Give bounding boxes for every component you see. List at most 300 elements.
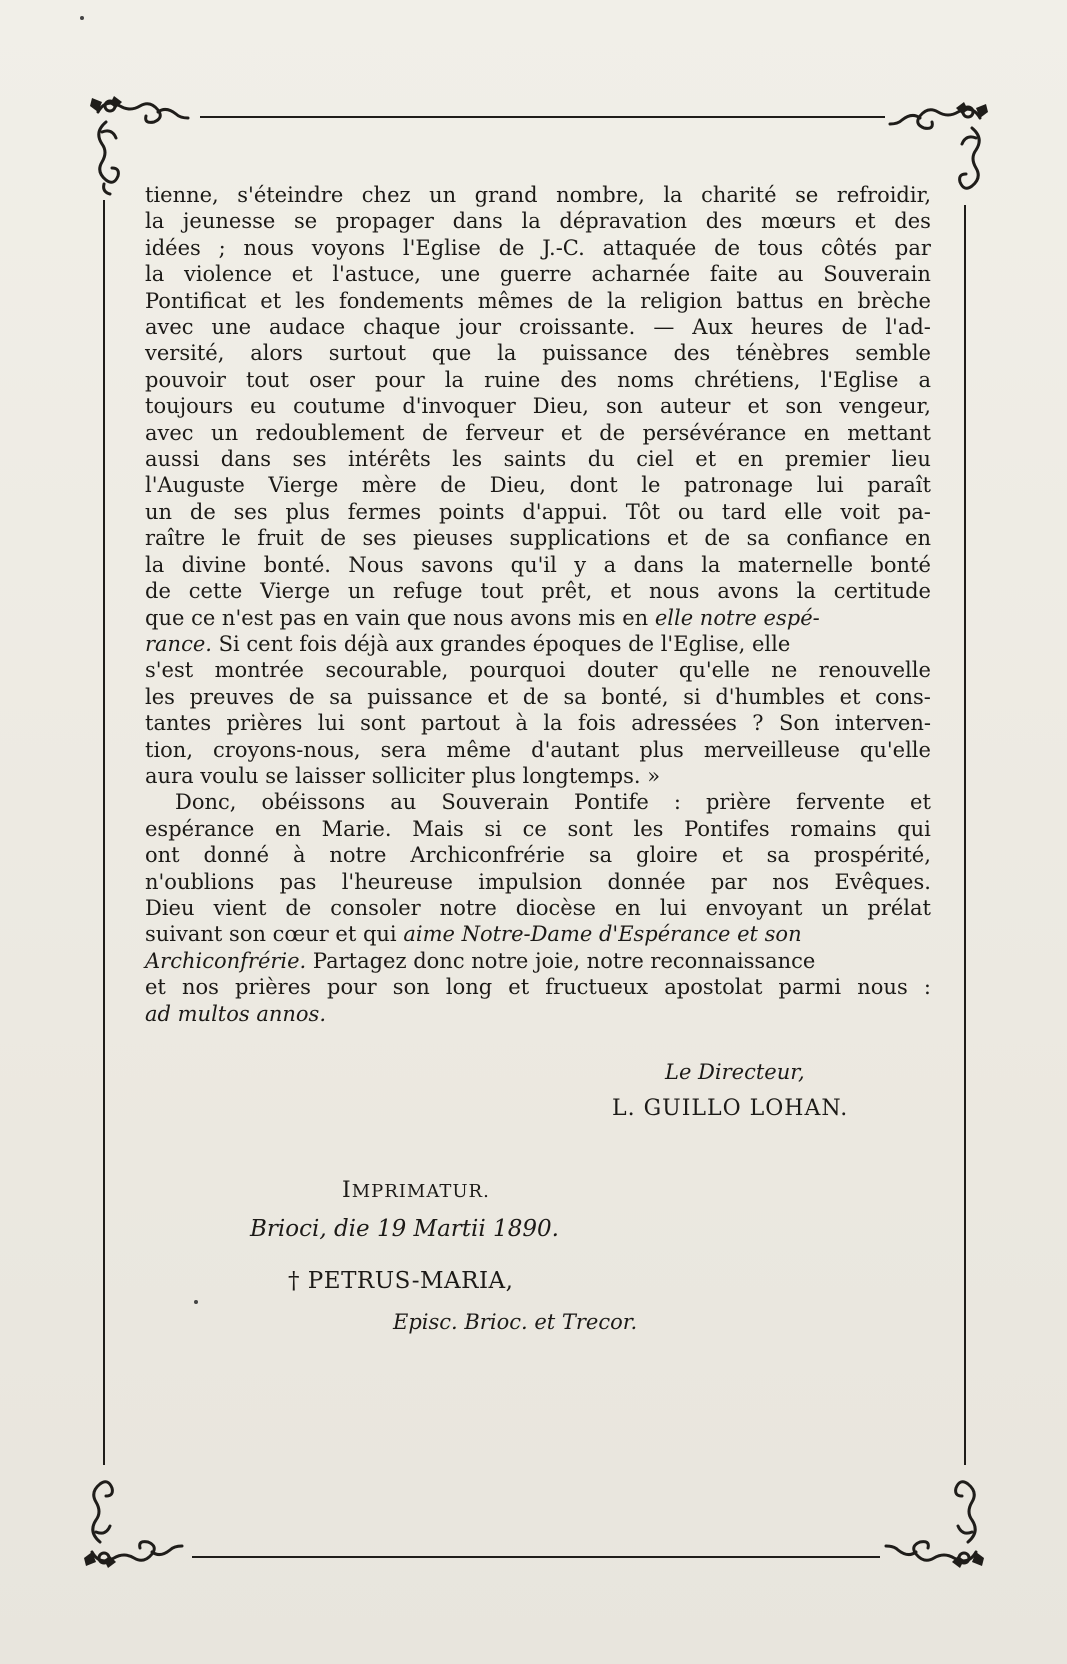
word: l'heureuse [341, 869, 453, 894]
text-line [145, 420, 931, 446]
word: nombre, [556, 183, 645, 207]
word: au [390, 790, 417, 815]
word: lui [816, 473, 844, 498]
word: qu'il [510, 552, 557, 577]
word: dont [569, 473, 618, 498]
word: acharnée [591, 262, 691, 287]
word: s'éteindre [237, 183, 344, 207]
word: de [704, 526, 731, 551]
border-right-rule [964, 205, 966, 1465]
word: consoler [330, 895, 421, 920]
text-span: Partagez donc notre joie, notre reconnaissance [306, 948, 816, 973]
word: mère [361, 473, 417, 498]
word: nous [857, 975, 908, 1000]
word: montrée [214, 658, 304, 683]
word: en [817, 288, 844, 313]
word: de [522, 684, 549, 709]
paper-speck [80, 16, 84, 20]
text-line [145, 446, 931, 472]
word: la [701, 552, 721, 577]
word: bonté [870, 552, 931, 577]
word: Tôt [625, 499, 661, 524]
word: cons- [875, 684, 931, 709]
word: jour [458, 315, 502, 340]
italic-span: Archiconfrérie. [145, 948, 307, 973]
word: à [515, 711, 528, 736]
word: nous [243, 235, 294, 260]
word: refuge [392, 579, 463, 604]
word: de [599, 420, 626, 445]
word: plus [639, 737, 684, 762]
word: la [796, 579, 816, 604]
word: côtés [821, 235, 878, 260]
word: partout [420, 711, 500, 736]
text-line [145, 631, 931, 657]
word: fondements [338, 288, 464, 313]
text-line [145, 948, 931, 974]
word: — [653, 315, 675, 340]
imprimatur-initial: I [342, 1178, 352, 1203]
text-line [145, 393, 931, 419]
word: Vierge [260, 579, 331, 604]
word: prêt, [541, 579, 593, 604]
word: fervente [796, 790, 886, 815]
word: un [145, 499, 173, 524]
word: des [673, 341, 711, 366]
word: idées [145, 235, 201, 260]
word: maternelle [737, 552, 854, 577]
word: heures [750, 315, 824, 340]
border-left-rule [103, 200, 105, 1465]
word: secourable, [325, 658, 449, 683]
text-line [145, 710, 931, 736]
word: obéissons [261, 790, 366, 815]
word: nos [181, 975, 219, 1000]
word: par [894, 235, 931, 260]
text-line [145, 472, 931, 498]
word: un [429, 183, 457, 207]
word: sa [563, 684, 587, 709]
word: de [440, 473, 467, 498]
paper-speck [194, 1300, 198, 1304]
word: Aux [692, 315, 733, 340]
word: puissance [367, 684, 473, 709]
word: et [854, 209, 876, 234]
word: croyons-nous, [213, 737, 361, 762]
word: des [705, 209, 743, 234]
word: sa [766, 843, 790, 868]
word: cette [188, 579, 243, 604]
word: attaquée [602, 235, 697, 260]
place-date: Brioci, die 19 Martii 1890. [250, 1216, 559, 1242]
word: Souverain [823, 262, 931, 287]
word: pieuses [412, 526, 494, 551]
word: Evêques. [834, 869, 931, 894]
text-line [145, 895, 931, 921]
word: prières [235, 975, 311, 1000]
word: l'astuce, [332, 262, 421, 287]
word: Dieu [145, 895, 195, 920]
word: tienne, [145, 183, 219, 207]
word: la [145, 262, 165, 287]
word: Mais [412, 816, 464, 841]
text-line [145, 261, 931, 287]
word: tantes [145, 711, 212, 736]
word: raître [145, 526, 206, 551]
word: prélat [867, 895, 931, 920]
word: Vierge [268, 473, 339, 498]
word: versité, [145, 341, 225, 366]
word: nos [772, 869, 810, 894]
word: persévérance [642, 420, 787, 445]
word: et [291, 262, 313, 287]
word: charité [701, 183, 777, 207]
italic-span: rance. [145, 631, 212, 656]
word: diocèse [515, 895, 596, 920]
signature-name: L. GUILLO LOHAN. [612, 1096, 849, 1121]
bishop-title: Episc. Brioc. et Trecor. [393, 1310, 638, 1334]
word: de [567, 288, 594, 313]
text-line [145, 605, 931, 631]
corner-ornament-icon [876, 1462, 986, 1572]
word: renouvelle [818, 658, 931, 683]
word: le [641, 473, 661, 498]
word: fermes [347, 499, 422, 524]
word: s'est [145, 658, 194, 683]
word: d'appui. [522, 499, 608, 524]
word: chaque [363, 315, 441, 340]
word: de [285, 895, 312, 920]
word: oser [309, 367, 355, 392]
word: gloire [636, 843, 698, 868]
word: qu'elle [678, 658, 750, 683]
text-line [145, 1001, 931, 1027]
word: sera [380, 737, 427, 762]
word: ses [362, 526, 397, 551]
word: fois [577, 711, 616, 736]
word: d'humbles [715, 684, 825, 709]
word: en [614, 895, 641, 920]
word: coutume [293, 394, 386, 419]
word: avons [717, 579, 779, 604]
word: une [440, 262, 481, 287]
word: certitude [833, 579, 931, 604]
word: en [905, 526, 931, 551]
word: se [795, 183, 819, 207]
word: interven- [834, 711, 931, 736]
word: l'ad- [885, 315, 931, 340]
word: de [145, 579, 171, 604]
word: Pontifes [684, 816, 770, 841]
word: voit [840, 499, 880, 524]
border-bottom-rule [192, 1556, 880, 1558]
word: Archiconfrérie [410, 843, 565, 868]
word: aussi [145, 447, 200, 472]
word: ruine [484, 367, 541, 392]
word: vient [213, 895, 267, 920]
word: ses [233, 499, 268, 524]
border-top-rule [200, 116, 885, 118]
word: Dieu, [532, 394, 589, 419]
word: parmi [778, 975, 842, 1000]
word: a [918, 367, 931, 392]
word: violence [183, 262, 273, 287]
word: supplications [509, 526, 651, 551]
word: notre [329, 843, 387, 868]
word: croissante. [519, 315, 636, 340]
word: bonté. [263, 552, 331, 577]
word: savons [421, 552, 494, 577]
word: son [785, 394, 823, 419]
word: propager [335, 209, 434, 234]
word: si [484, 816, 502, 841]
word: qui [897, 816, 931, 841]
word: donné [203, 843, 270, 868]
word: chez [361, 183, 411, 207]
word: J.-C. [542, 235, 585, 260]
word: les [145, 684, 175, 709]
word: de [841, 315, 868, 340]
word: lui [317, 711, 345, 736]
word: et [721, 843, 743, 868]
word: et [508, 975, 530, 1000]
word: d'invoquer [402, 394, 516, 419]
word: un [211, 420, 239, 445]
word: nous [649, 579, 700, 604]
word: la [444, 367, 465, 392]
word: pour [327, 975, 377, 1000]
word: noms [617, 367, 675, 392]
word: ténèbres [735, 341, 830, 366]
word: redoublement [255, 420, 405, 445]
text-line [145, 182, 931, 208]
word: ne [771, 658, 798, 683]
word: adressées [631, 711, 737, 736]
text-line [145, 737, 931, 763]
word: n'oublions [145, 869, 255, 894]
word: merveilleuse [703, 737, 840, 762]
word: grand [474, 183, 538, 207]
word: Dieu, [489, 473, 546, 498]
text-line [145, 340, 931, 366]
word: refroidir, [836, 183, 931, 207]
word: intérêts [347, 447, 431, 472]
word: lieu [891, 447, 931, 472]
word: de [714, 235, 741, 260]
word: tard [721, 499, 767, 524]
word: ce [522, 816, 547, 841]
word: envoyant [705, 895, 803, 920]
word: a [603, 552, 617, 577]
text-line [145, 842, 931, 868]
word: la [543, 711, 563, 736]
word: de [422, 420, 448, 445]
word: romains [790, 816, 877, 841]
italic-span: aime Notre-Dame d'Espérance et son [403, 922, 802, 947]
word: le [221, 526, 241, 551]
text-line [145, 974, 931, 1000]
word: une [211, 315, 252, 340]
italic-span: ad multos annos. [145, 1001, 326, 1026]
word: battus [736, 288, 804, 313]
word: de [498, 235, 525, 260]
word: avec [145, 315, 194, 340]
word: et [145, 975, 166, 1000]
word: et [610, 579, 632, 604]
word: les [295, 288, 326, 313]
word: pas [279, 869, 317, 894]
word: prière [705, 790, 772, 815]
text-line [145, 525, 931, 551]
word: plus [285, 499, 330, 524]
word: se [294, 209, 318, 234]
text-span: Si cent fois déjà aux grandes époques de l'Eglise, elle [211, 631, 791, 656]
word: surtout [328, 341, 407, 366]
word: Donc, [175, 790, 237, 815]
word: et [560, 420, 582, 445]
word: toujours [145, 394, 234, 419]
word: d'autant [531, 737, 620, 762]
word: jeunesse [182, 209, 276, 234]
word: sa [588, 843, 613, 868]
signature-title: Le Directeur, [665, 1060, 805, 1084]
word: des [894, 209, 931, 234]
word: sont [567, 816, 613, 841]
text-line [145, 235, 931, 261]
text-line [145, 367, 931, 393]
word: sa [746, 526, 770, 551]
word: voyons [311, 235, 386, 260]
word: Pontife [574, 790, 649, 815]
word: ciel [636, 447, 674, 472]
word: vengeur, [839, 394, 931, 419]
word: saints [503, 447, 567, 472]
word: dans [452, 209, 503, 234]
word: la [497, 341, 517, 366]
word: au [777, 262, 804, 287]
word: divine [181, 552, 247, 577]
word: l'Eglise [402, 235, 481, 260]
word: de [288, 684, 315, 709]
text-line [145, 288, 931, 314]
word: ferveur [465, 420, 544, 445]
word: tout [245, 367, 289, 392]
word: semble [855, 341, 931, 366]
text-line [145, 208, 931, 234]
word: l'Auguste [145, 473, 245, 498]
word: Son [778, 711, 820, 736]
word: faite [709, 262, 758, 287]
word: ont [145, 843, 180, 868]
word: un [821, 895, 849, 920]
word: tout [480, 579, 524, 604]
word: Souverain [441, 790, 549, 815]
word: Nous [348, 552, 404, 577]
word: en [275, 816, 301, 841]
text-line: aura voulu se laisser solliciter plus longtemps. » [145, 763, 661, 788]
word: elle [784, 499, 823, 524]
word: guerre [499, 262, 572, 287]
word: dans [220, 447, 272, 472]
text-line [145, 789, 931, 815]
word: la [145, 552, 165, 577]
word: en [737, 447, 764, 472]
word: et [747, 394, 769, 419]
word: la [607, 288, 627, 313]
word: la [663, 183, 683, 207]
italic-span: elle notre espé- [654, 605, 820, 630]
word: en [803, 420, 830, 445]
word: à [292, 843, 306, 868]
word: apostolat [664, 975, 763, 1000]
word: auteur [659, 394, 731, 419]
body-text [145, 182, 931, 1027]
word: et [666, 526, 688, 551]
word: pouvoir [145, 367, 226, 392]
word: y [574, 552, 587, 577]
corner-ornament-icon [82, 1462, 192, 1572]
word: mêmes [477, 288, 554, 313]
word: par [710, 869, 747, 894]
word: son [605, 394, 643, 419]
word: long [445, 975, 493, 1000]
word: l'Eglise [820, 367, 899, 392]
word: fruit [257, 526, 304, 551]
text-line [145, 816, 931, 842]
word: tion, [145, 737, 193, 762]
word: : [923, 975, 931, 1000]
word: patronage [684, 473, 794, 498]
word: ses [292, 447, 327, 472]
word: pourquoi [469, 658, 566, 683]
word: un [347, 579, 375, 604]
word: si [683, 684, 701, 709]
bishop-name: † PETRUS-MARIA, [288, 1268, 514, 1294]
word: sont [360, 711, 406, 736]
word: et [260, 288, 282, 313]
word: son [392, 975, 430, 1000]
word: la [521, 209, 541, 234]
word: audace [269, 315, 346, 340]
word: du [587, 447, 615, 472]
word: que [431, 341, 472, 366]
word: les [633, 816, 664, 841]
word: la [145, 209, 165, 234]
word: mœurs [761, 209, 837, 234]
word: de [320, 526, 347, 551]
word: douter [587, 658, 658, 683]
word: : [673, 790, 681, 815]
word: religion [640, 288, 723, 313]
word: preuves [189, 684, 275, 709]
word: des [560, 367, 598, 392]
word: les [452, 447, 483, 472]
word: tous [757, 235, 804, 260]
word: pour [375, 367, 425, 392]
text-line [145, 869, 931, 895]
word: confiance [786, 526, 889, 551]
word: lui [659, 895, 687, 920]
word: brèche [857, 288, 931, 313]
text-line [145, 657, 931, 683]
word: Marie. [321, 816, 392, 841]
word: de [189, 499, 216, 524]
word: prospérité, [813, 843, 931, 868]
word: sa [329, 684, 353, 709]
word: et [487, 684, 509, 709]
word: notre [439, 895, 497, 920]
word: prières [226, 711, 303, 736]
